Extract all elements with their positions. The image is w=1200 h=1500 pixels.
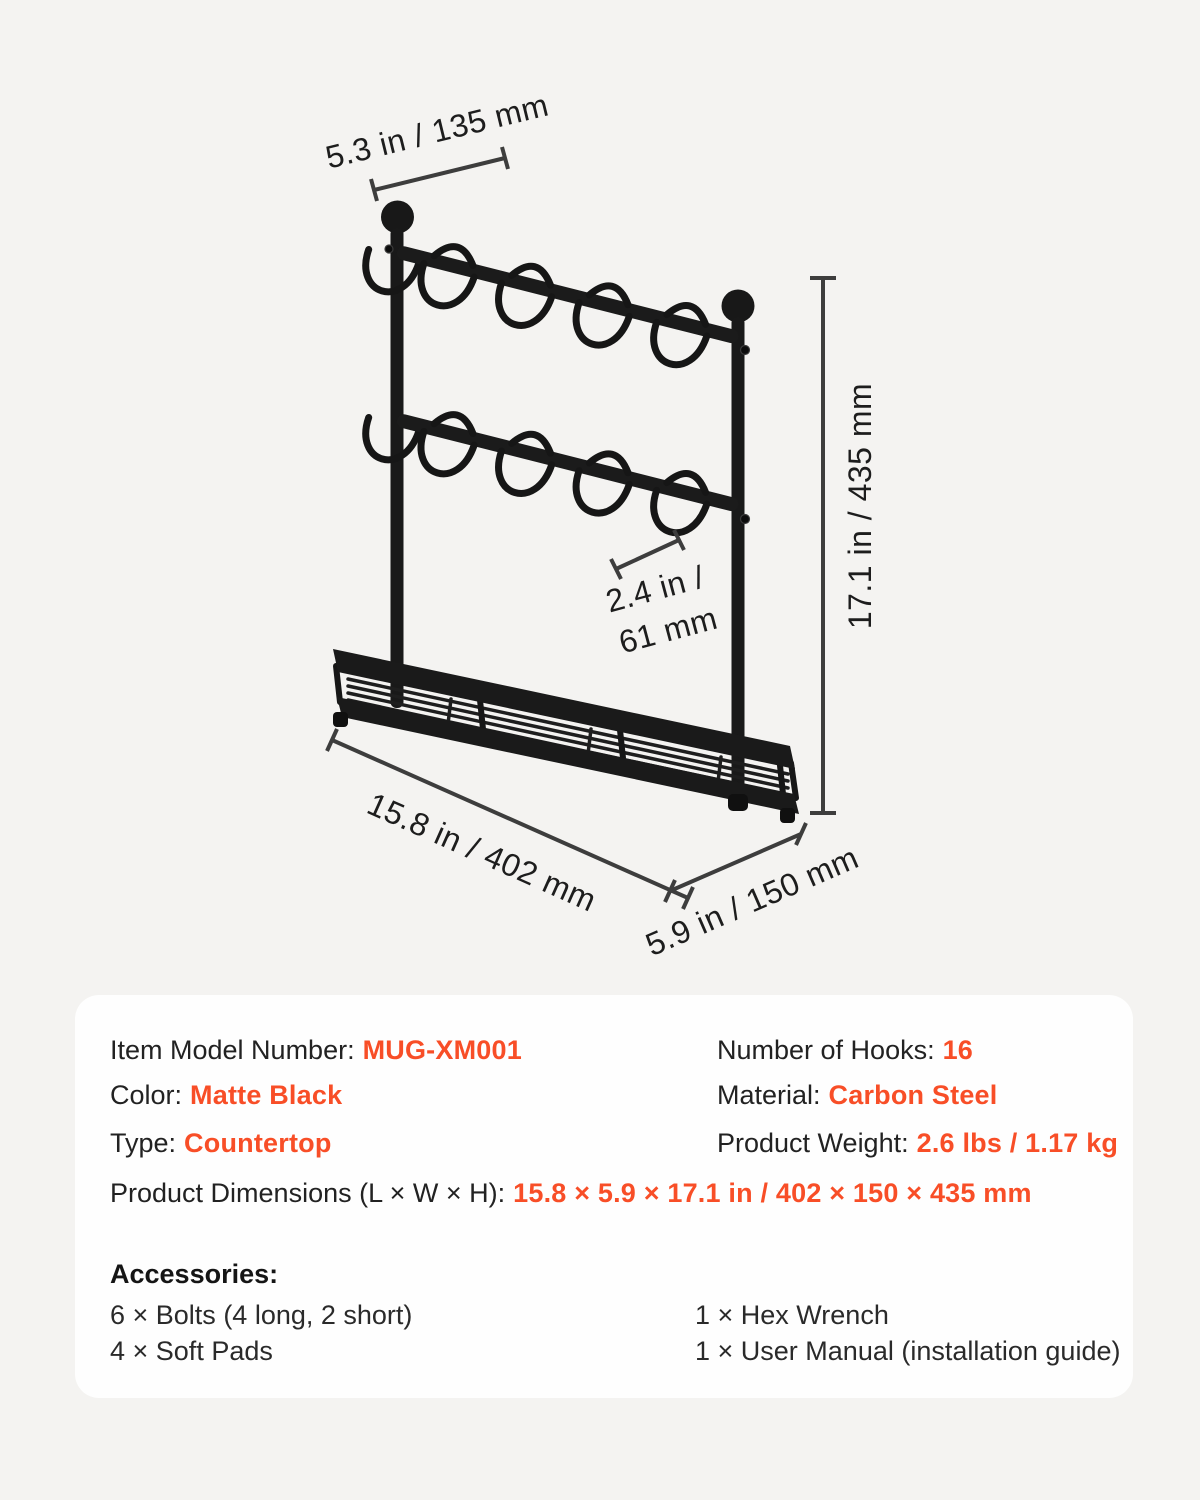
spec-dimensions-value: 15.8 × 5.9 × 17.1 in / 402 × 150 × 435 mm [513,1178,1032,1208]
left-set-screw [385,245,393,253]
spec-hooks-label: Number of Hooks: [717,1035,935,1065]
accessory-item-hex-wrench: 1 × Hex Wrench [695,1300,889,1330]
accessories-title: Accessories: [110,1259,279,1289]
basket-foot-left [333,712,348,727]
spec-hooks-value: 16 [942,1035,974,1065]
basket-foot-right [780,808,795,823]
spec-hooks [717,1034,973,1066]
spec-card [75,995,1133,1398]
wall-post [620,730,623,758]
spec-type [110,1127,332,1159]
left-post-bar [391,228,404,708]
right-post-bar [732,317,745,797]
right-set-screw-bottom [741,515,750,524]
spec-model [110,1034,522,1066]
spec-material-value: Carbon Steel [828,1080,998,1110]
right-post [722,290,755,798]
dim-label-top-width: 5.3 in / 135 mm [321,86,553,176]
spec-weight-value: 2.6 lbs / 1.17 kg [916,1128,1119,1158]
floor-cross-wire [588,729,591,754]
spec-color-value: Matte Black [190,1080,343,1110]
spec-weight-label: Product Weight: [717,1128,909,1158]
hook-rail-top [359,226,743,378]
right-set-screw-top [741,346,750,355]
spec-model-label: Item Model Number: [110,1035,355,1065]
spec-color-label: Color: [110,1080,183,1110]
spec-weight [717,1127,1118,1159]
spec-model-value: MUG-XM001 [362,1035,522,1065]
accessory-item-user-manual: 1 × User Manual (installation guide) [695,1336,1121,1366]
spec-dimensions [110,1177,1032,1209]
hook-rail-bottom [359,394,743,546]
spec-material [717,1079,997,1111]
dim-line-height [810,278,836,813]
rail-bar [395,245,740,345]
spec-dimensions-label: Product Dimensions (L × W × H): [110,1178,506,1208]
dim-label-hook-spacing-line1: 2.4 in / [602,558,708,620]
spec-type-value: Countertop [184,1128,332,1158]
dim-label-length: 15.8 in / 402 mm [362,785,602,919]
dim-label-depth: 5.9 in / 150 mm [640,839,864,963]
spec-type-label: Type: [110,1128,177,1158]
floor-cross-wire [448,699,451,724]
wall-post [480,700,483,729]
spec-color [110,1079,342,1111]
mug-rack-illustration [333,201,799,824]
spec-material-label: Material: [717,1080,821,1110]
accessory-item-soft-pads: 4 × Soft Pads [110,1336,273,1366]
accessory-item-bolts: 6 × Bolts (4 long, 2 short) [110,1300,413,1330]
dim-label-hook-spacing-line2: 61 mm [614,599,722,661]
right-post-foot [728,794,748,811]
rail-bar [395,413,740,513]
dim-label-height: 17.1 in / 435 mm [842,382,878,630]
